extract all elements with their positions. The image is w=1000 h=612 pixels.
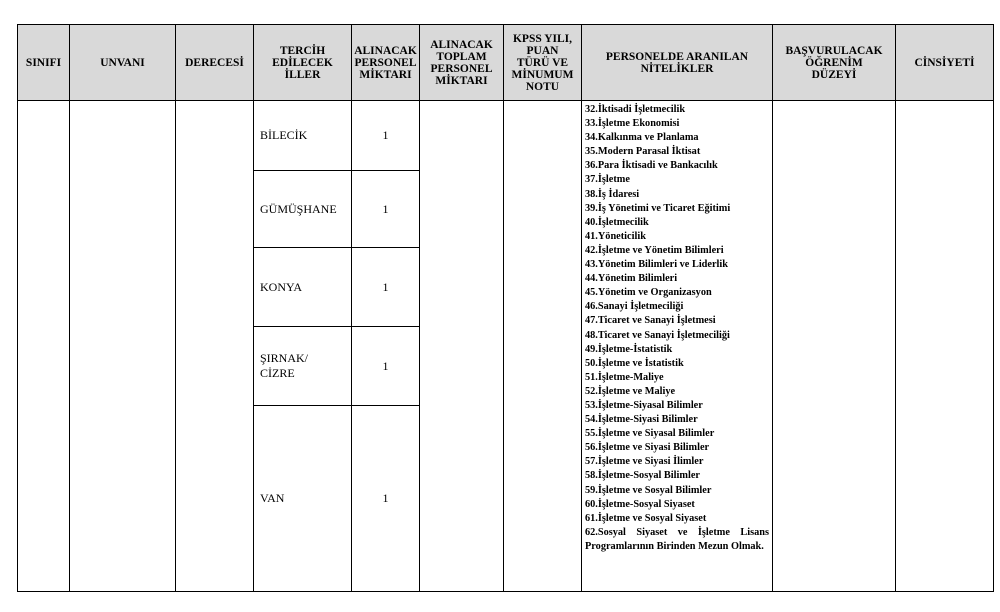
city-cell: KONYA (254, 248, 352, 327)
list-item: 33.İşletme Ekonomisi (585, 118, 680, 130)
header-nitelikler: PERSONELDE ARANILAN NİTELİKLER (582, 25, 773, 101)
list-item: 50.İşletme ve İstatistik (585, 357, 684, 369)
list-item: 57.İşletme ve Siyasi İlimler (585, 456, 704, 468)
count-cell: 1 (352, 101, 420, 171)
table-row (18, 101, 994, 171)
list-item: 47.Ticaret ve Sanayi İşletmesi (585, 315, 716, 327)
list-item: 55.İşletme ve Siyasal Bilimler (585, 428, 715, 440)
list-item: 54.İşletme-Siyasi Bilimler (585, 414, 698, 426)
city-cell: ŞIRNAK/ CİZRE (254, 327, 352, 406)
personnel-table (17, 24, 994, 592)
header-unvani: UNVANI (70, 25, 176, 101)
list-item: 39.İş Yönetimi ve Ticaret Eğitimi (585, 202, 731, 214)
header-alinacak-personel: ALINACAK PERSONEL MİKTARI (352, 25, 420, 101)
list-item: 62.Sosyal Siyaset ve İşletme Lisans Programlarının Birinden Mezun Olmak. (585, 526, 769, 552)
list-item: 53.İşletme-Siyasal Bilimler (585, 399, 703, 411)
header-kpss: KPSS YILI, PUAN TÜRÜ VE MİNUMUM NOTU (504, 25, 582, 101)
cell-sinifi (18, 101, 70, 592)
list-item: 46.Sanayi İşletmeciliği (585, 301, 684, 313)
list-item: 43.Yönetim Bilimleri ve Liderlik (585, 259, 728, 271)
list-item: 60.İşletme-Sosyal Siyaset (585, 498, 695, 510)
list-item: 52.İşletme ve Maliye (585, 385, 676, 397)
cell-unvani (70, 101, 176, 592)
cell-ogrenim (773, 101, 896, 592)
list-item: 61.İşletme ve Sosyal Siyaset (585, 512, 707, 524)
cell-toplam (420, 101, 504, 592)
city-cell: VAN (254, 406, 352, 592)
header-tercih-iller: TERCİH EDİLECEK İLLER (254, 25, 352, 101)
count-cell: 1 (352, 406, 420, 592)
list-item: 36.Para İktisadi ve Bankacılık (585, 160, 718, 172)
list-item: 49.İşletme-İstatistik (585, 343, 673, 355)
header-sinifi: SINIFI (18, 25, 70, 101)
list-item: 34.Kalkınma ve Planlama (585, 132, 699, 144)
list-item: 44.Yönetim Bilimleri (585, 273, 678, 285)
list-item: 58.İşletme-Sosyal Bilimler (585, 470, 700, 482)
count-cell: 1 (352, 248, 420, 327)
cell-cinsiyet (896, 101, 994, 592)
city-cell: BİLECİK (254, 101, 352, 171)
city-cell: GÜMÜŞHANE (254, 171, 352, 248)
count-cell: 1 (352, 327, 420, 406)
header-toplam-personel: ALINACAK TOPLAM PERSONEL MİKTARI (420, 25, 504, 101)
list-item: 51.İşletme-Maliye (585, 371, 664, 383)
list-item: 59.İşletme ve Sosyal Bilimler (585, 484, 712, 496)
list-item: 35.Modern Parasal İktisat (585, 146, 701, 158)
list-item: 38.İş İdaresi (585, 188, 640, 200)
list-item: 41.Yöneticilik (585, 230, 646, 242)
list-item: 37.İşletme (585, 174, 630, 186)
list-item: 40.İşletmecilik (585, 216, 649, 228)
list-item: 48.Ticaret ve Sanayi İşletmeciliği (585, 329, 730, 341)
nitelikler-list (582, 101, 773, 592)
header-row (18, 25, 994, 101)
count-cell: 1 (352, 171, 420, 248)
list-item: 42.İşletme ve Yönetim Bilimleri (585, 244, 724, 256)
list-item: 45.Yönetim ve Organizasyon (585, 287, 712, 299)
list-item: 32.İktisadi İşletmecilik (585, 104, 686, 115)
header-derecesi: DERECESİ (176, 25, 254, 101)
cell-derecesi (176, 101, 254, 592)
list-item: 56.İşletme ve Siyasi Bilimler (585, 442, 710, 454)
header-ogrenim-duzeyi: BAŞVURULACAK ÖĞRENİM DÜZEYİ (773, 25, 896, 101)
header-cinsiyet: CİNSİYETİ (896, 25, 994, 101)
cell-kpss (504, 101, 582, 592)
